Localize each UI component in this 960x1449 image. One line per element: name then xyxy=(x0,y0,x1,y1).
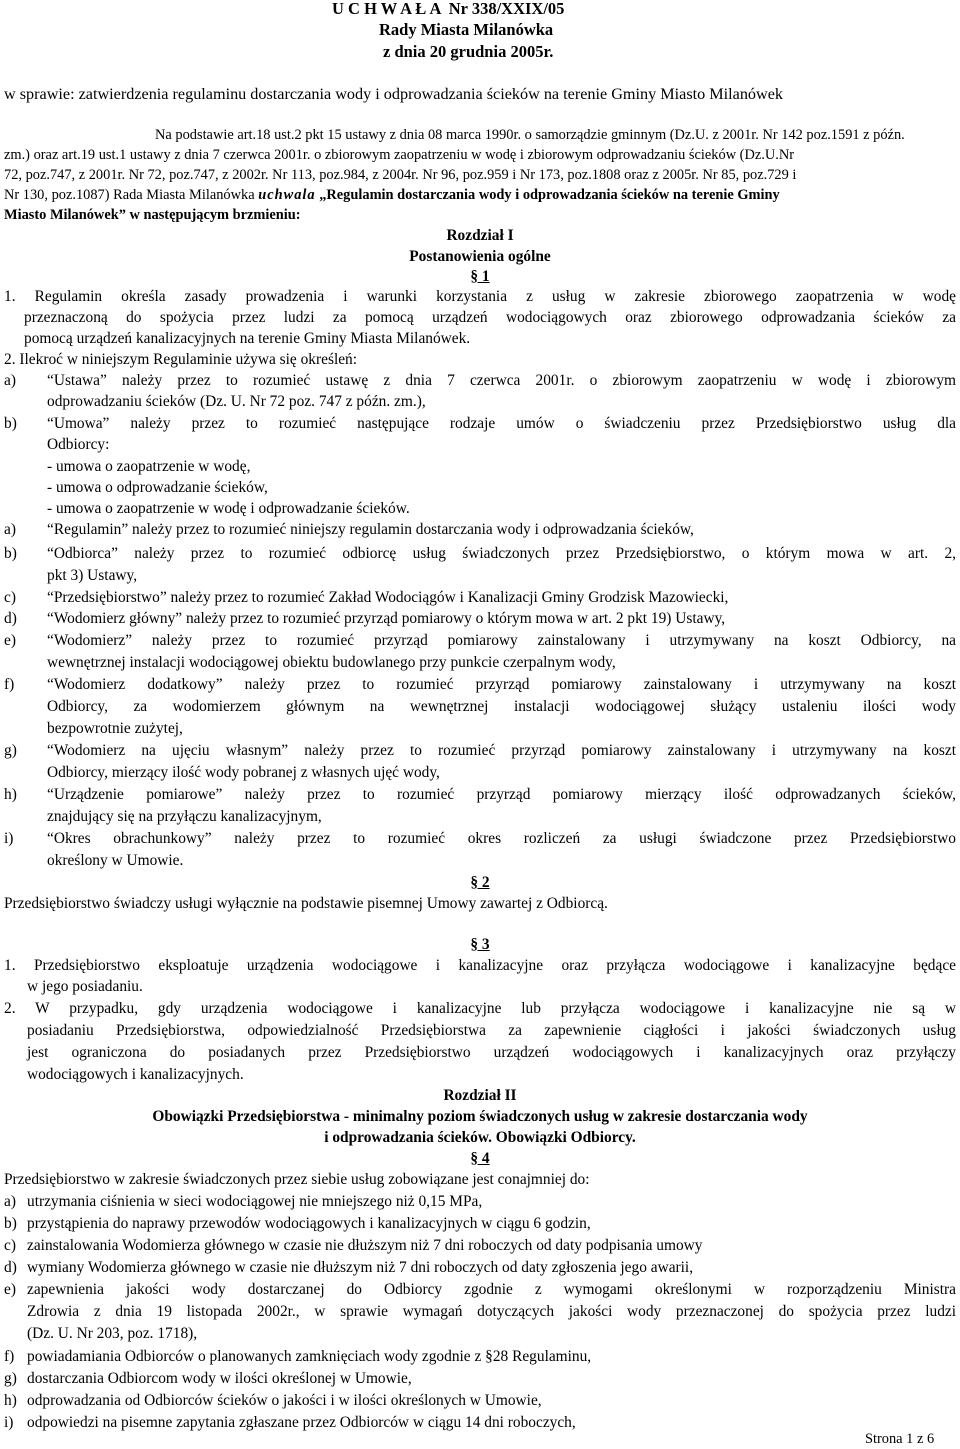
obligation-letter: h) xyxy=(4,1392,17,1409)
section-1-paragraph-2: 2. Ilekroć w niniejszym Regulaminie używa się określeń: xyxy=(4,351,358,368)
section-3-heading: § 3 xyxy=(470,936,490,953)
resolution-issuer: Rady Miasta Milanówka xyxy=(379,20,554,39)
chapter-2-title: Rozdział II xyxy=(443,1087,517,1104)
definition-text: odprowadzaniu ścieków (Dz. U. Nr 72 poz. 747 z późn. zm.), xyxy=(47,393,426,410)
chapter-2-subtitle: Obowiązki Przedsiębiorstwa - minimalny poziom świadczonych usług w zakresie dostarczania wody xyxy=(152,1108,808,1125)
definition-letter: e) xyxy=(4,632,16,649)
basis-line: 72, poz.747, z 2001r. Nr 72, poz.747, z 2002r. Nr 113, poz.984, z 2004r. Nr 96, poz.959 i Nr 173, poz.1808 oraz z 2005r. Nr 85, poz.729 i xyxy=(4,167,797,183)
section-3-paragraph-1: 1. Przedsiębiorstwo eksploatuje urządzenia wodociągowe i kanalizacyjne oraz przyłącza wodociągowe i kanalizacyjne będące xyxy=(4,957,956,974)
section-2-heading: § 2 xyxy=(470,874,490,891)
obligation-letter: f) xyxy=(4,1348,15,1365)
section-4-intro: Przedsiębiorstwo w zakresie świadczonych przez siebie usług zobowiązane jest conajmniej do: xyxy=(4,1171,590,1188)
section-1-heading: § 1 xyxy=(470,268,490,285)
section-1-paragraph-1: pomocą urządzeń kanalizacyjnych na terenie Gminy Miasta Milanówek. xyxy=(24,330,471,347)
obligation-text: przystąpienia do naprawy przewodów wodociągowych i kanalizacyjnych w ciągu 6 godzin, xyxy=(27,1215,591,1232)
section-1-paragraph-1: przeznaczoną do spożycia przez ludzi za pomocą urządzeń wodociągowych oraz zbiorowego odprowadzania ścieków za xyxy=(24,309,956,326)
basis-enacts-word: uchwala xyxy=(258,187,316,203)
obligation-letter: d) xyxy=(4,1259,17,1276)
definition-text: “Wodomierz główny” należy przez to rozumieć przyrząd pomiarowy o którym mowa w art. 2 pkt 19) Ustawy, xyxy=(47,610,726,627)
obligation-text: odprowadzania od Odbiorców ścieków o jakości i w ilości określonych w Umowie, xyxy=(27,1392,542,1409)
resolution-date: z dnia 20 grudnia 2005r. xyxy=(383,42,554,61)
definition-text: Odbiorcy, mierzący ilość wody pobranej z własnych ujęć wody, xyxy=(47,764,440,781)
obligation-text: odpowiedzi na pisemne zapytania zgłaszane przez Odbiorców w ciągu 14 dni roboczych, xyxy=(27,1414,576,1431)
section-3-paragraph-2: posiadaniu Przedsiębiorstwa, odpowiedzialność Przedsiębiorstwa za zapewnienie ciągłości i jakości świadczonych usług xyxy=(27,1022,956,1039)
definition-text: pkt 3) Ustawy, xyxy=(47,567,138,584)
definition-text: “Wodomierz na ujęciu własnym” należy przez to rozumieć przyrząd pomiarowy zainstalowany i utrzymywany na koszt xyxy=(47,742,956,759)
regulation-name-end: Miasto Milanówek” w następującym brzmieniu: xyxy=(4,207,301,223)
definition-letter: f) xyxy=(4,676,15,693)
definition-text: znajdujący się na przyłączu kanalizacyjnym, xyxy=(47,808,322,825)
obligation-letter: a) xyxy=(4,1193,16,1210)
definition-letter: h) xyxy=(4,786,17,803)
definition-text: “Wodomierz dodatkowy” należy przez to rozumieć przyrząd pomiarowy zainstalowany i utrzymywany na koszt xyxy=(47,676,956,693)
definition-text: “Regulamin” należy przez to rozumieć niniejszy regulamin dostarczania wody i odprowadzania ścieków, xyxy=(47,521,694,538)
obligation-text: zapewnienia jakości wody dostarczanej do Odbiorcy zgodnie z wymogami określonymi w rozporządzeniu Ministra xyxy=(27,1281,956,1298)
definition-letter: g) xyxy=(4,742,17,759)
definition-letter: a) xyxy=(4,521,16,538)
definition-text: “Odbiorca” należy przez to rozumieć odbiorcę usług świadczonych przez Przedsiębiorstwo, o którym mowa w art. 2, xyxy=(47,545,956,562)
basis-line xyxy=(4,185,780,206)
obligation-letter: i) xyxy=(4,1414,14,1431)
page-number: Strona 1 z 6 xyxy=(865,1431,935,1447)
definition-text: bezpowrotnie zużytej, xyxy=(47,720,183,737)
definition-letter: b) xyxy=(4,545,17,562)
basis-text: Nr 130, poz.1087) Rada Miasta Milanówka xyxy=(4,187,255,203)
basis-line: zm.) oraz art.19 ust.1 ustawy z dnia 7 czerwca 2001r. o zbiorowym zaopatrzeniu w wodę i zbiorowym odprowadzaniu ścieków (Dz.U.Nr xyxy=(4,147,795,163)
definition-text: “Urządzenie pomiarowe” należy przez to rozumieć przyrząd pomiarowy mierzący ilość odprowadzanych ścieków, xyxy=(47,786,956,803)
obligation-text: zainstalowania Wodomierza głównego w czasie nie dłuższym niż 7 dni roboczych od daty podpisania umowy xyxy=(27,1237,703,1254)
definition-letter: a) xyxy=(4,372,16,389)
definition-text: “Wodomierz” należy przez to rozumieć przyrząd pomiarowy zainstalowany i utrzymywany na koszt Odbiorcy, na xyxy=(47,632,956,649)
regulation-name: „Regulamin dostarczania wody i odprowadzania ścieków na terenie Gminy xyxy=(319,187,780,203)
obligation-letter: e) xyxy=(4,1281,16,1298)
section-1-paragraph-1: 1. Regulamin określa zasady prowadzenia i warunki korzystania z usług w zakresie zbiorowego zaopatrzenia w wodę xyxy=(4,288,956,305)
section-3-paragraph-2: 2. W przypadku, gdy urządzenia wodociągowe i kanalizacyjne lub przyłącza wodociągowe i kanalizacyjne nie są w xyxy=(4,1000,956,1017)
section-3-paragraph-1: w jego posiadaniu. xyxy=(27,978,143,995)
obligation-text: utrzymania ciśnienia w sieci wodociągowej nie mniejszego niż 0,15 MPa, xyxy=(27,1193,483,1210)
section-4-heading: § 4 xyxy=(470,1150,490,1167)
obligation-letter: b) xyxy=(4,1215,17,1232)
section-3-paragraph-2: jest ograniczona do posiadanych przez Przedsiębiorstwo urządzeń wodociągowych i kanalizacyjnych oraz przyłączy xyxy=(27,1044,956,1061)
definition-letter: c) xyxy=(4,589,16,606)
section-2-text: Przedsiębiorstwo świadczy usługi wyłącznie na podstawie pisemnej Umowy zawartej z Odbiorcą. xyxy=(4,895,608,912)
definition-text: wewnętrznej instalacji wodociągowej obiektu budowlanego przy punkcie czerpalnym wody, xyxy=(47,654,616,671)
definition-letter: i) xyxy=(4,830,14,847)
definition-text: “Umowa” należy przez to rozumieć następujące rodzaje umów o świadczeniu przez Przedsiębiorstwo usług dla xyxy=(47,415,956,432)
contract-type-item: - umowa o odprowadzanie ścieków, xyxy=(47,479,268,496)
chapter-1-title: Rozdział I xyxy=(446,227,514,244)
basis-line: Na podstawie art.18 ust.2 pkt 15 ustawy z dnia 08 marca 1990r. o samorządzie gminnym (Dz.U. z 2001r. Nr 142 poz.1591 z późn. xyxy=(155,127,905,143)
definition-text: Odbiorcy: xyxy=(47,436,110,453)
contract-type-item: - umowa o zaopatrzenie w wodę, xyxy=(47,458,251,475)
contract-type-item: - umowa o zaopatrzenie w wodę i odprowadzanie ścieków. xyxy=(47,500,410,517)
definition-text: “Przedsiębiorstwo” należy przez to rozumieć Zakład Wodociągów i Kanalizacji Gminy Grodzisk Mazowiecki, xyxy=(47,589,729,606)
obligation-text: wymiany Wodomierza głównego w czasie nie dłuższym niż 7 dni roboczych od daty zgłoszenia jego awarii, xyxy=(27,1259,694,1276)
obligation-letter: g) xyxy=(4,1370,17,1387)
definition-text: “Ustawa” należy przez to rozumieć ustawę z dnia 7 czerwca 2001r. o zbiorowym zaopatrzeniu w wodę i zbiorowym xyxy=(47,372,956,389)
definition-letter: d) xyxy=(4,610,17,627)
section-3-paragraph-2: wodociągowych i kanalizacyjnych. xyxy=(27,1066,244,1083)
resolution-subject: w sprawie: zatwierdzenia regulaminu dostarczania wody i odprowadzania ścieków na terenie Gminy Miasto Milanówek xyxy=(4,85,783,103)
definition-text: Odbiorcy, za wodomierzem głównym na wewnętrznej instalacji wodociągowej służący ustaleniu ilości wody xyxy=(47,698,956,715)
chapter-2-subtitle: i odprowadzania ścieków. Obowiązki Odbiorcy. xyxy=(324,1129,636,1146)
definition-letter: b) xyxy=(4,415,17,432)
obligation-text: powiadamiania Odbiorców o planowanych zamknięciach wody zgodnie z §28 Regulaminu, xyxy=(27,1348,592,1365)
definition-text: “Okres obrachunkowy” należy przez to rozumieć okres rozliczeń za usługi świadczone przez Przedsiębiorstwo xyxy=(47,830,956,847)
obligation-letter: c) xyxy=(4,1237,16,1254)
obligation-text: dostarczania Odbiorcom wody w ilości określonej w Umowie, xyxy=(27,1370,412,1387)
definition-text: określony w Umowie. xyxy=(47,852,184,869)
chapter-1-subtitle: Postanowienia ogólne xyxy=(409,248,551,265)
obligation-text: (Dz. U. Nr 203, poz. 1718), xyxy=(27,1325,198,1342)
basis-line xyxy=(4,205,301,226)
resolution-title: U C H W A Ł A Nr 338/XXIX/05 xyxy=(332,0,565,18)
obligation-text: Zdrowia z dnia 19 listopada 2002r., w sprawie wymagań dotyczących jakości wody przeznaczonej do spożycia przez ludzi xyxy=(27,1303,956,1320)
